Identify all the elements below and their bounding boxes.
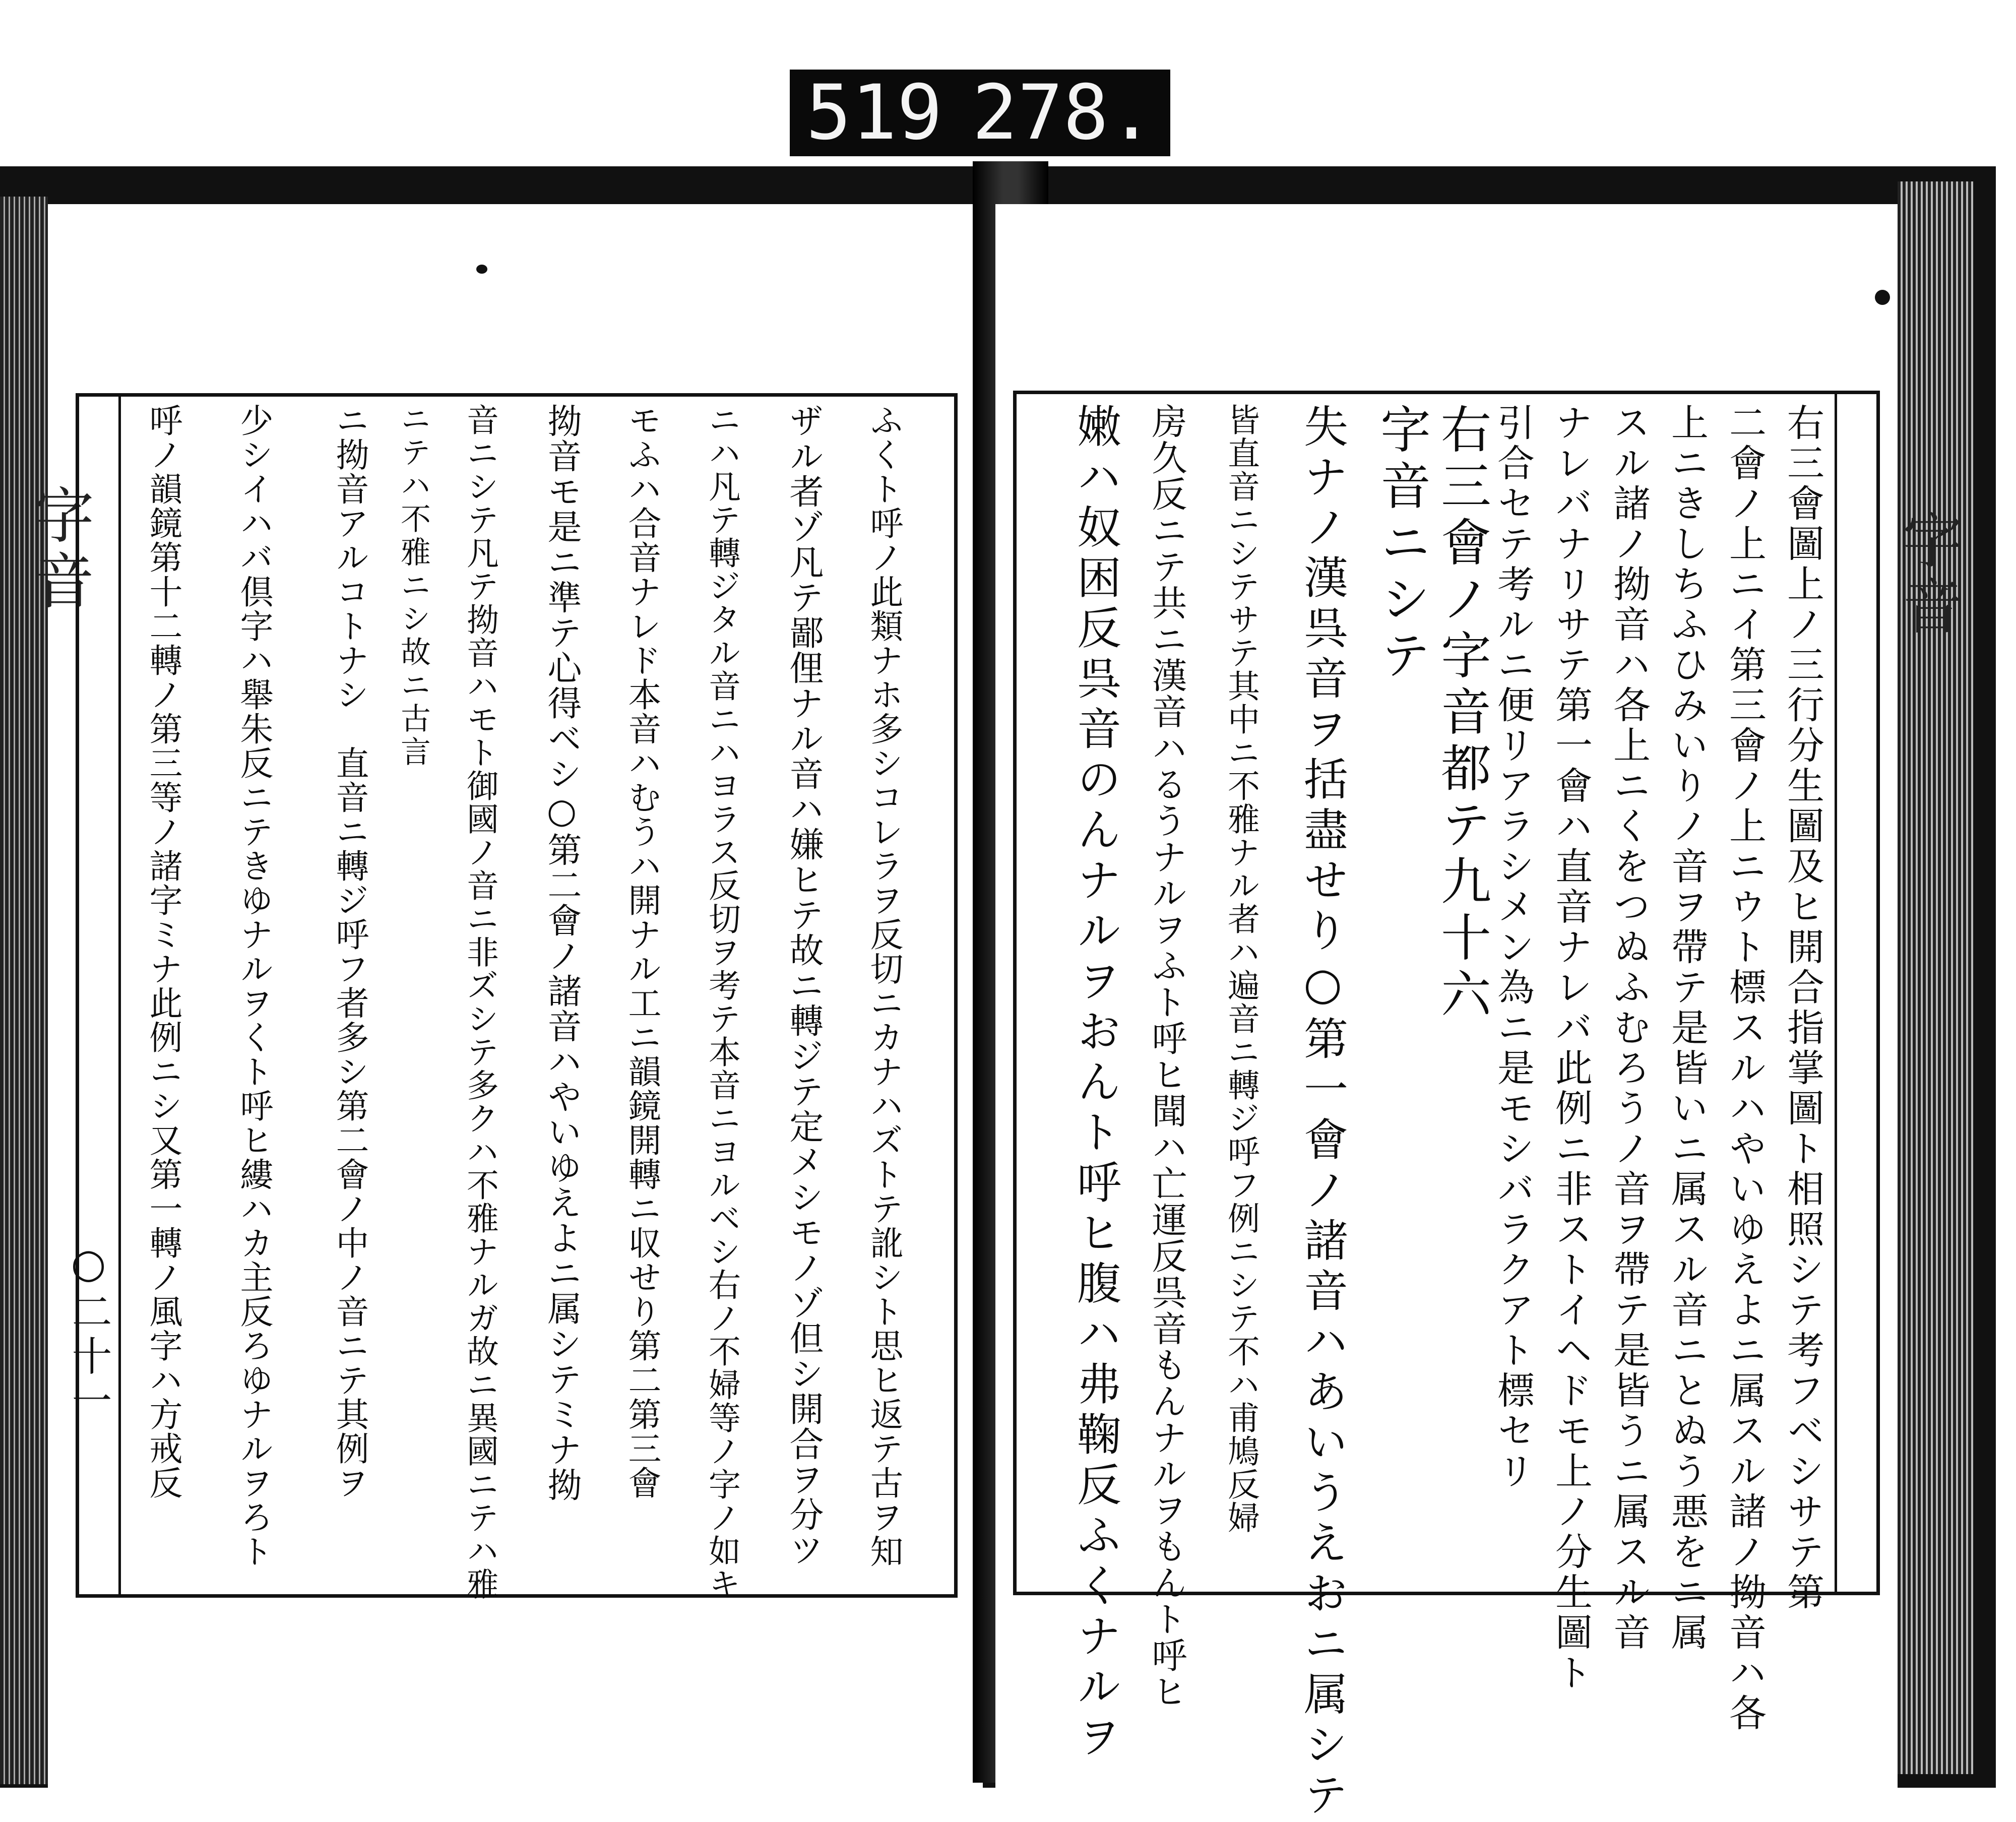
left-column-2: ザル者ゾ凡テ鄙俚ナル音ハ嫌ヒテ故ニ轉ジテ定メシモノゾ但シ開合ヲ分ツ (784, 403, 824, 1567)
left-frame-inner-rule (118, 397, 121, 1594)
margin-title-right: 字音 (1893, 509, 1963, 640)
right-column-1: 右三會圖上ノ三行分生圖及ヒ開合指掌圖ト相照シテ考フベシサテ第 (1781, 403, 1824, 1613)
frame-counter-left: 519 (806, 69, 942, 157)
left-column-4: モふハ合音ナレド本音ハむうハ開ナル工ニ韻鏡開轉ニ収せり第二第三會 (622, 403, 661, 1500)
right-column-6: 引合セテ考ルニ便リアラシメン為ニ是モシバラクアト標セリ (1491, 403, 1535, 1492)
left-column-1: ふくト呼ノ此類ナホ多シコレラヲ反切ニカナハズトテ訛シト思ヒ返テ古ヲ知 (864, 403, 903, 1568)
folio-number: ○二十一 (65, 1240, 112, 1424)
frame-counter-right: 278. (972, 69, 1154, 157)
left-column-9: 少シイハバ倶字ハ舉朱反ニテきゆナルヲくト呼ヒ縷ハカ主反ろゆナルヲろト (234, 403, 273, 1568)
left-column-6: 音ニシテ凡テ拗音ハモト御國ノ音ニ非ズシテ多クハ不雅ナルガ故ニ異國ニテハ雅 (461, 403, 498, 1601)
right-column-4: スル諸ノ拗音ハ各上ニくをつぬふむろうノ音ヲ帶テ是皆うニ属スル音 (1607, 403, 1651, 1653)
right-column-12: 嫩ハ奴困反呉音のんナルヲおんト呼ヒ腹ハ弗鞠反ふくナルヲ (1070, 403, 1122, 1764)
page-edges-left (0, 197, 48, 1784)
right-column-11: 房久反ニテ共ニ漢音ハるうナルヲふト呼ヒ聞ハ亡運反呉音もんナルヲもんト呼ヒ (1146, 403, 1187, 1710)
right-column-3: 上ニきしちふひみいりノ音ヲ帶テ是皆いニ属スル音ニとぬう悪をニ属 (1665, 403, 1709, 1653)
right-column-5: ナレバナリサテ第一會ハ直音ナレバ此例ニ非ストイヘドモ上ノ分生圖ト (1549, 403, 1593, 1693)
right-frame-inner-rule (1835, 394, 1837, 1592)
ink-speck (476, 265, 487, 274)
right-column-8: 字音ニシテ (1372, 403, 1431, 685)
left-text-frame (76, 393, 958, 1598)
left-column-7: ニテハ不雅ニシ故ニ古言 (396, 403, 431, 769)
right-column-2: 二會ノ上ニイ第三會ノ上ニウト標スルハやいゆえよニ属スル諸ノ拗音ハ各 (1723, 403, 1767, 1734)
margin-title-left: 字音 (24, 484, 94, 615)
left-column-8: ニ拗音アルコトナシ 直音ニ轉ジ呼フ者多シ第二會ノ中ノ音ニテ其例ヲ (330, 403, 369, 1500)
right-column-9: 失ナノ漢呉音ヲ括盡せり○第一會ノ諸音ハあいうえおニ属シテ (1297, 403, 1349, 1822)
left-column-5: 拗音モ是ニ準テ心得ベシ○第二會ノ諸音ハやいゆえよニ属シテミナ拗 (542, 403, 582, 1502)
right-column-10: 皆直音ニシテサテ其中ニ不雅ナル者ハ遍音ニ轉ジ呼フ例ニシテ不ハ甫鳩反婦 (1222, 403, 1259, 1534)
frame-counter (790, 70, 1170, 156)
page-edges-right (1898, 181, 1973, 1774)
ink-speck (1875, 290, 1890, 305)
left-column-3: ニハ凡テ轉ジタル音ニハヨラス反切ヲ考テ本音ニヨルベシ右ノ不婦等ノ字ノ如キ (703, 403, 740, 1601)
left-column-10: 呼ノ韻鏡第十二轉ノ第三等ノ諸字ミナ此例ニシ又第一轉ノ風字ハ方戒反 (144, 403, 182, 1500)
right-column-7: 右三會ノ字音都テ九十六 (1432, 403, 1491, 1024)
